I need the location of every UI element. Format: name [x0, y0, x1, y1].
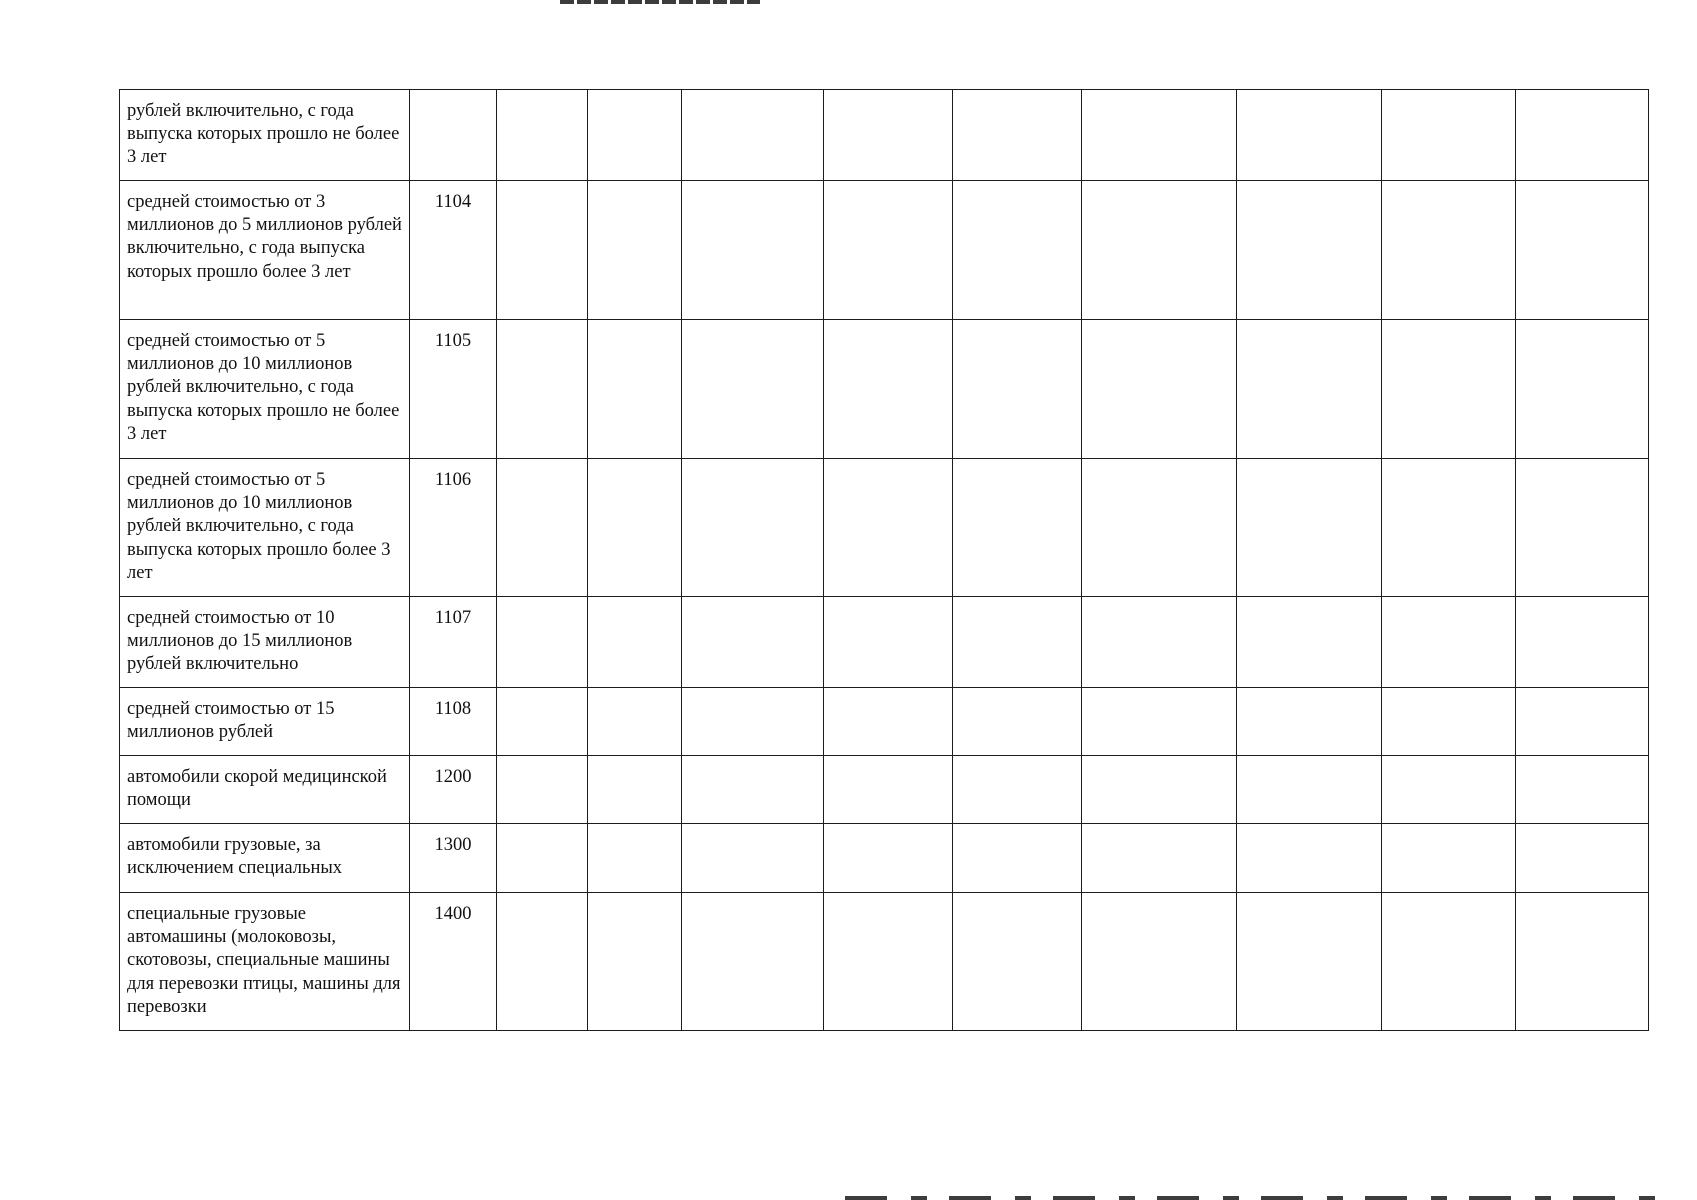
scan-artifact-bottom [845, 1196, 1665, 1200]
empty-cell [497, 688, 588, 756]
empty-cell [1237, 756, 1382, 824]
empty-cell [1382, 320, 1516, 459]
empty-cell [1382, 824, 1516, 893]
scan-artifact-top [560, 0, 760, 4]
empty-cell [953, 688, 1082, 756]
table-row [120, 756, 1649, 824]
empty-cell [497, 181, 588, 320]
row-description: средней стоимостью от 10 миллионов до 15 миллионов рублей включительно [120, 597, 410, 688]
empty-cell [682, 688, 824, 756]
empty-cell [682, 320, 824, 459]
empty-cell [824, 320, 953, 459]
table-row [120, 597, 1649, 688]
empty-cell [953, 597, 1082, 688]
empty-cell [824, 459, 953, 597]
data-table [119, 89, 1649, 1031]
row-code: 1300 [410, 824, 497, 893]
row-description: средней стоимостью от 5 миллионов до 10 миллионов рублей включительно, с года выпуска которых прошло не более 3 лет [120, 320, 410, 459]
empty-cell [1516, 756, 1649, 824]
row-code: 1104 [410, 181, 497, 320]
empty-cell [1082, 893, 1237, 1031]
empty-cell [1382, 459, 1516, 597]
empty-cell [588, 320, 682, 459]
empty-cell [1237, 597, 1382, 688]
table-row [120, 90, 1649, 181]
empty-cell [824, 893, 953, 1031]
empty-cell [1382, 597, 1516, 688]
empty-cell [682, 90, 824, 181]
empty-cell [1516, 459, 1649, 597]
empty-cell [953, 756, 1082, 824]
empty-cell [824, 597, 953, 688]
table-row [120, 893, 1649, 1031]
empty-cell [1082, 824, 1237, 893]
empty-cell [497, 90, 588, 181]
empty-cell [682, 893, 824, 1031]
empty-cell [497, 320, 588, 459]
empty-cell [953, 181, 1082, 320]
empty-cell [1516, 181, 1649, 320]
empty-cell [1237, 320, 1382, 459]
empty-cell [824, 756, 953, 824]
empty-cell [1082, 459, 1237, 597]
empty-cell [1237, 893, 1382, 1031]
row-code: 1200 [410, 756, 497, 824]
empty-cell [824, 90, 953, 181]
empty-cell [1082, 181, 1237, 320]
row-description: специальные грузовые автомашины (молоковозы, скотовозы, специальные машины для перевозки птицы, машины для перевозки [120, 893, 410, 1031]
table-row [120, 824, 1649, 893]
empty-cell [682, 459, 824, 597]
empty-cell [1516, 893, 1649, 1031]
empty-cell [588, 459, 682, 597]
empty-cell [1237, 688, 1382, 756]
empty-cell [1382, 756, 1516, 824]
empty-cell [1516, 824, 1649, 893]
empty-cell [1082, 756, 1237, 824]
empty-cell [1082, 90, 1237, 181]
row-code: 1106 [410, 459, 497, 597]
empty-cell [497, 756, 588, 824]
empty-cell [588, 824, 682, 893]
empty-cell [588, 688, 682, 756]
row-code: 1400 [410, 893, 497, 1031]
empty-cell [824, 688, 953, 756]
empty-cell [682, 181, 824, 320]
empty-cell [1237, 459, 1382, 597]
empty-cell [953, 893, 1082, 1031]
table-row [120, 181, 1649, 320]
empty-cell [953, 90, 1082, 181]
empty-cell [588, 90, 682, 181]
empty-cell [588, 597, 682, 688]
empty-cell [1382, 181, 1516, 320]
table-row [120, 688, 1649, 756]
empty-cell [682, 597, 824, 688]
empty-cell [1082, 597, 1237, 688]
row-code: 1108 [410, 688, 497, 756]
row-description: средней стоимостью от 3 миллионов до 5 миллионов рублей включительно, с года выпуска которых прошло более 3 лет [120, 181, 410, 320]
empty-cell [588, 756, 682, 824]
empty-cell [497, 893, 588, 1031]
empty-cell [953, 320, 1082, 459]
empty-cell [682, 756, 824, 824]
empty-cell [1382, 688, 1516, 756]
row-code: 1105 [410, 320, 497, 459]
empty-cell [1237, 824, 1382, 893]
empty-cell [588, 893, 682, 1031]
empty-cell [1516, 597, 1649, 688]
empty-cell [588, 181, 682, 320]
empty-cell [824, 824, 953, 893]
row-description: автомобили скорой медицинской помощи [120, 756, 410, 824]
empty-cell [824, 181, 953, 320]
row-description: средней стоимостью от 5 миллионов до 10 миллионов рублей включительно, с года выпуска которых прошло более 3 лет [120, 459, 410, 597]
empty-cell [497, 597, 588, 688]
table-row [120, 459, 1649, 597]
table-row [120, 320, 1649, 459]
empty-cell [1516, 688, 1649, 756]
row-description: рублей включительно, с года выпуска которых прошло не более 3 лет [120, 90, 410, 181]
empty-cell [1082, 320, 1237, 459]
empty-cell [953, 459, 1082, 597]
empty-cell [497, 459, 588, 597]
empty-cell [1082, 688, 1237, 756]
row-code: 1107 [410, 597, 497, 688]
empty-cell [953, 824, 1082, 893]
row-code [410, 90, 497, 181]
row-description: средней стоимостью от 15 миллионов рублей [120, 688, 410, 756]
row-description: автомобили грузовые, за исключением специальных [120, 824, 410, 893]
empty-cell [1382, 893, 1516, 1031]
empty-cell [1516, 320, 1649, 459]
empty-cell [1237, 90, 1382, 181]
empty-cell [1237, 181, 1382, 320]
empty-cell [682, 824, 824, 893]
empty-cell [1516, 90, 1649, 181]
empty-cell [497, 824, 588, 893]
empty-cell [1382, 90, 1516, 181]
